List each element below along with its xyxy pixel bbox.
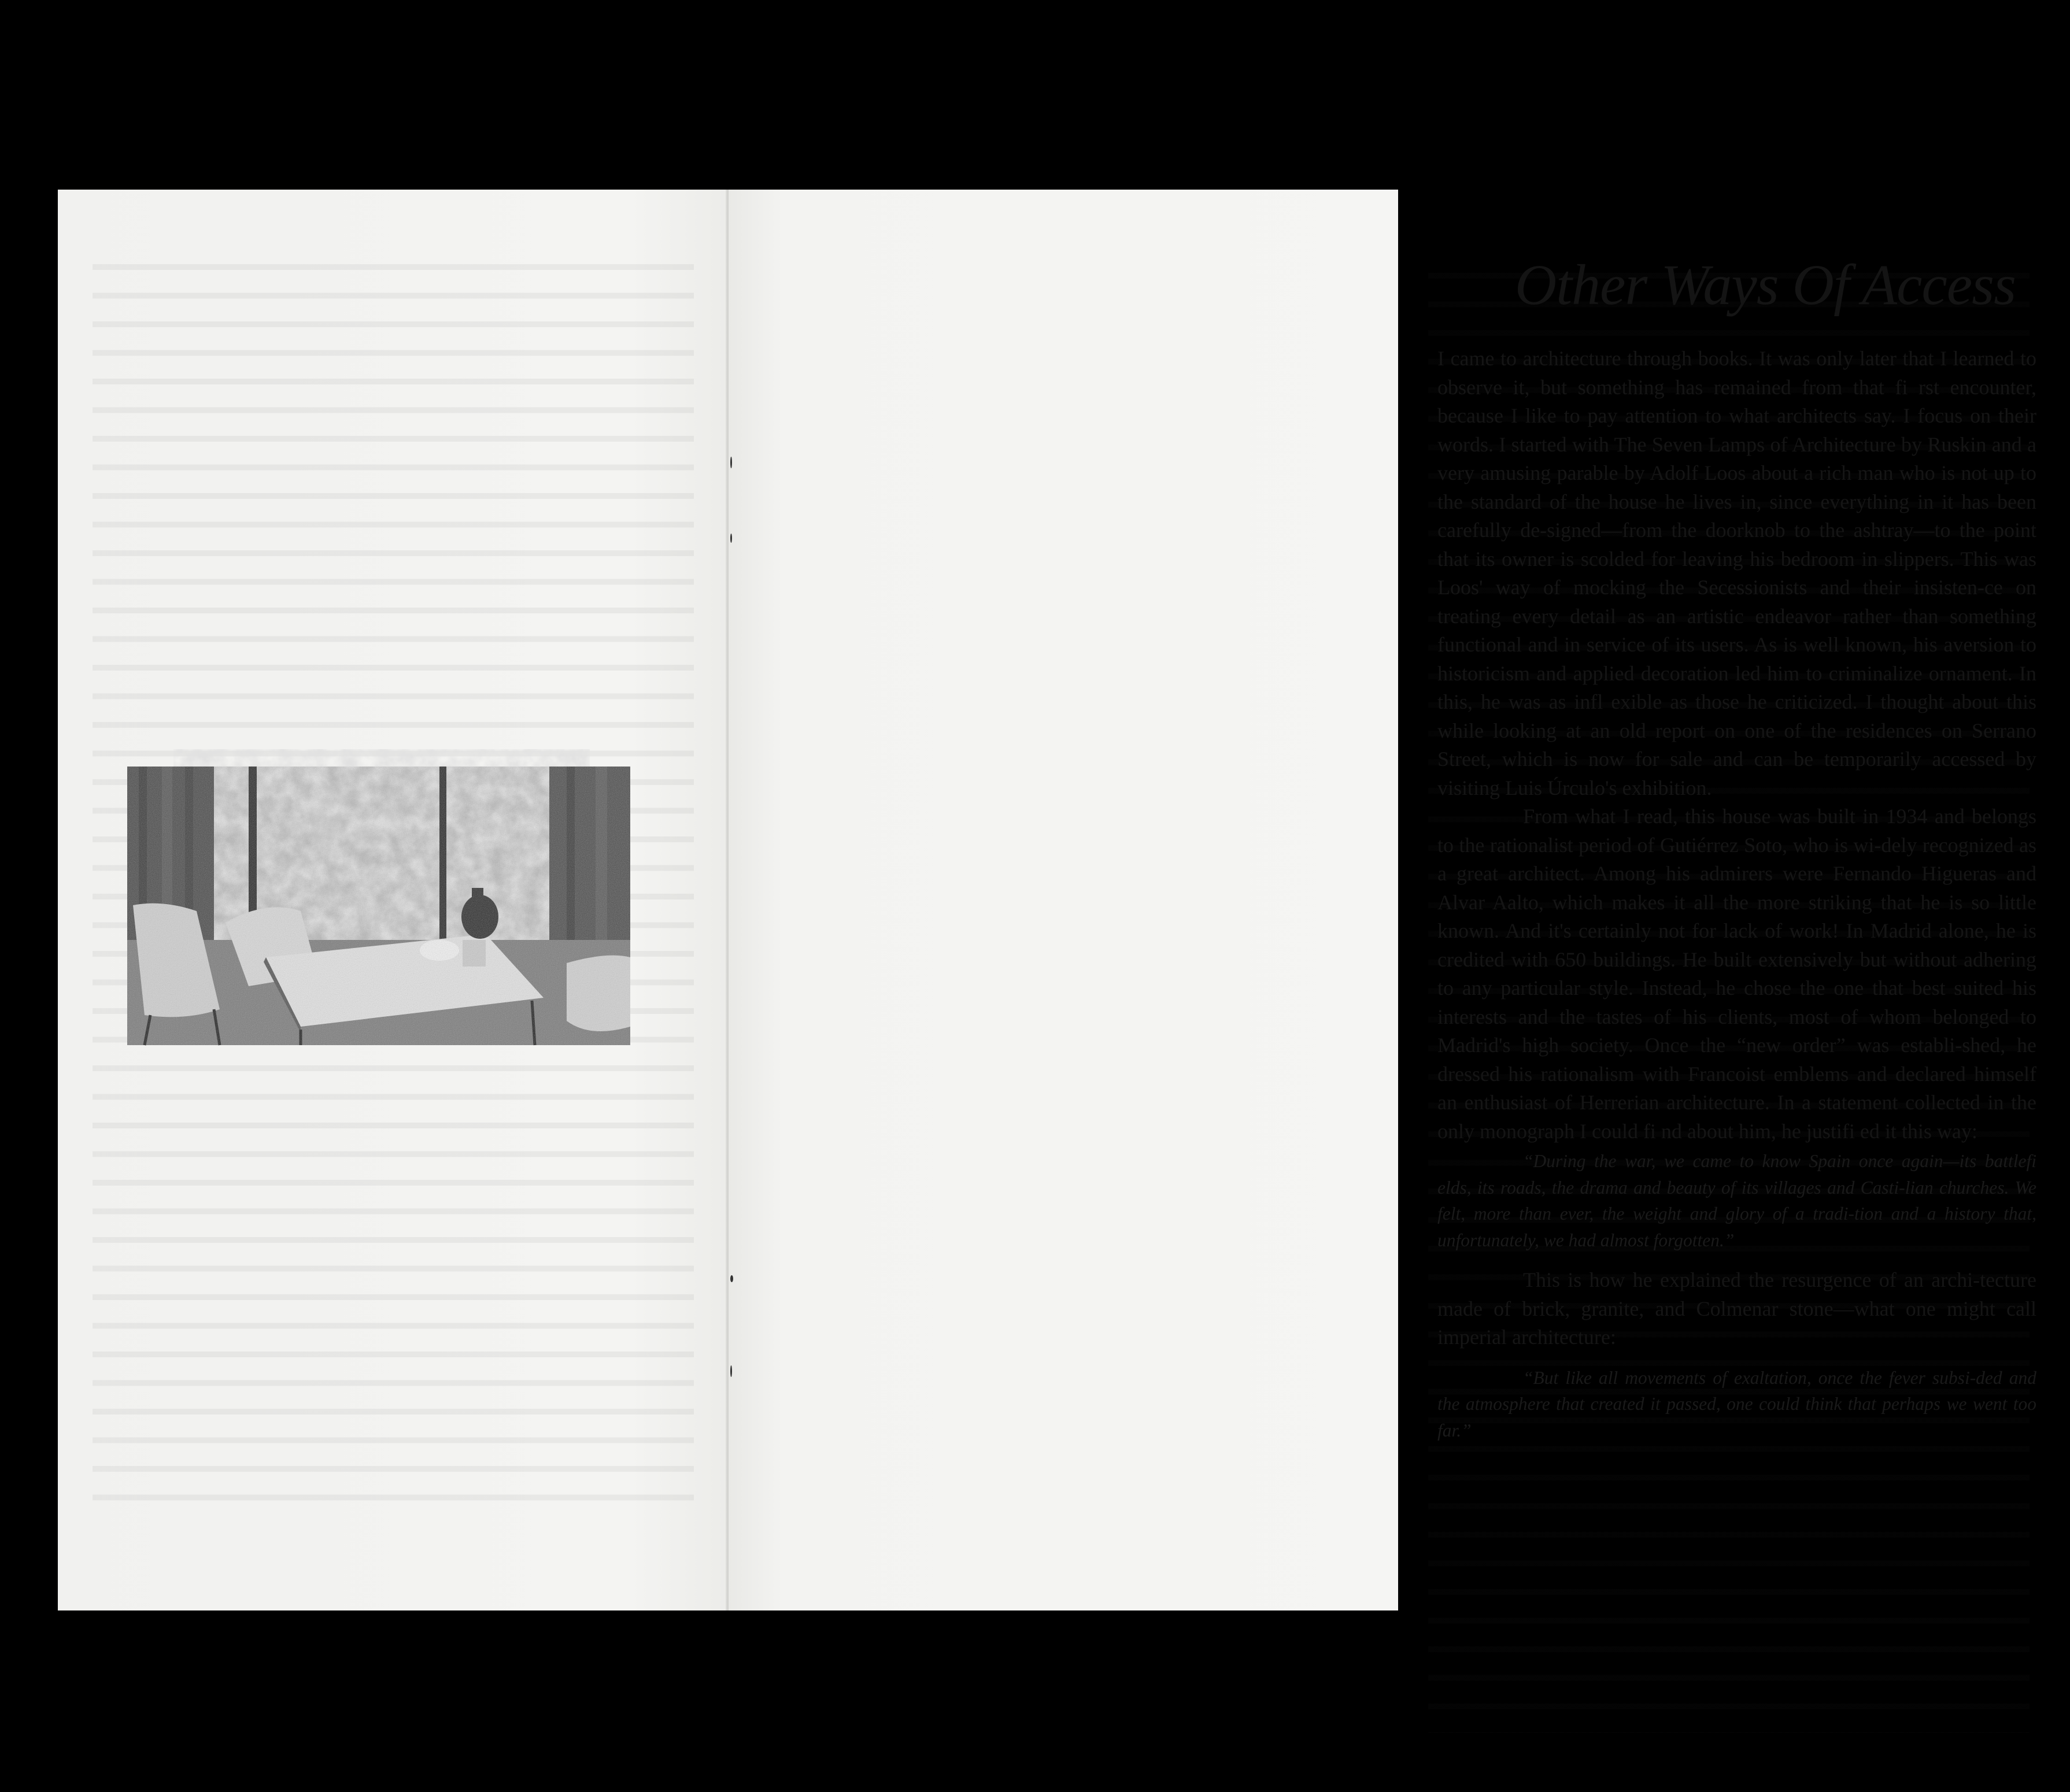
quotation-1: “During the war, we came to know Spain once again—its battlefi elds, its roads, the drama and beauty of its villages and Casti-lian churches. We felt, more than ever, the weight and glory of a tradi-tion and a history that, unfortunately, we had almost forgotten.”	[1437, 1151, 2036, 1250]
body-text	[1437, 345, 2036, 1443]
chapter-title: Other Ways Of Access	[1515, 253, 2016, 317]
paragraph-2: From what I read, this house was built in 1934 and belongs to the rationalist period of Gutiérrez Soto, who is wi-dely recognized as a great architect. Among his admirers were Fernando Higueras and Alvar Aalto, which makes it all the more striking that he is so little known. And it's certainly not for lack of work! In Madrid alone, he is credited with 650 buildings. He built extensively but without adhering to any particular style. Instead, he chose the one that best suited his interests and the tastes of his clients, most of whom belonged to Madrid's high society. Once the “new order” was establi-shed, he dressed his rationalism with Francoist emblems and declared himself an enthusiast of Herrerian architecture. In a statement collected in the only monograph I could fi nd about him, he justifi ed it this way:	[1437, 805, 2036, 1143]
paper-speck	[730, 1365, 732, 1377]
paper-speck	[730, 1275, 733, 1282]
paragraph-1: I came to architecture through books. It was only later that I learned to observe it, but something has remained from that fi rst encounter, because I like to pay attention to what architects say. I focus on their words. I started with The Seven Lamps of Architecture by Ruskin and a very amusing parable by Adolf Loos about a rich man who is not up to the standard of the house he lives in, since everything in it has been carefully de-signed—from the doorknob to the ashtray—to the point that its owner is scolded for leaving his bedroom in slippers. This was Loos' way of mocking the Secessionists and their insisten-ce on treating every detail as an artistic endeavor rather than something functional and in service of its users. As is well known, his aversion to historicism and applied decoration led him to criminalize ornament. In this, he was as infl exible as those he criticized. I thought about this while looking at an old report on one of the residences on Serrano Street, which is now for sale and can be temporarily accessed by visiting Luis Úrculo's exhibition.	[1437, 347, 2036, 799]
interior-photograph	[127, 767, 630, 1045]
paragraph-3: This is how he explained the resurgence of an archi-tecture made of brick, granite, and Colmenar stone—what one might call imperial architecture:	[1437, 1268, 2036, 1349]
left-page	[58, 190, 729, 1610]
right-page	[729, 190, 2036, 1610]
paper-speck	[730, 534, 732, 543]
book-spread	[58, 190, 2036, 1610]
paper-speck	[730, 457, 732, 468]
quotation-2: “But like all movements of exaltation, once the fever subsi-ded and the atmosphere that created it passed, one could think that perhaps we went too far.”	[1437, 1367, 2036, 1441]
